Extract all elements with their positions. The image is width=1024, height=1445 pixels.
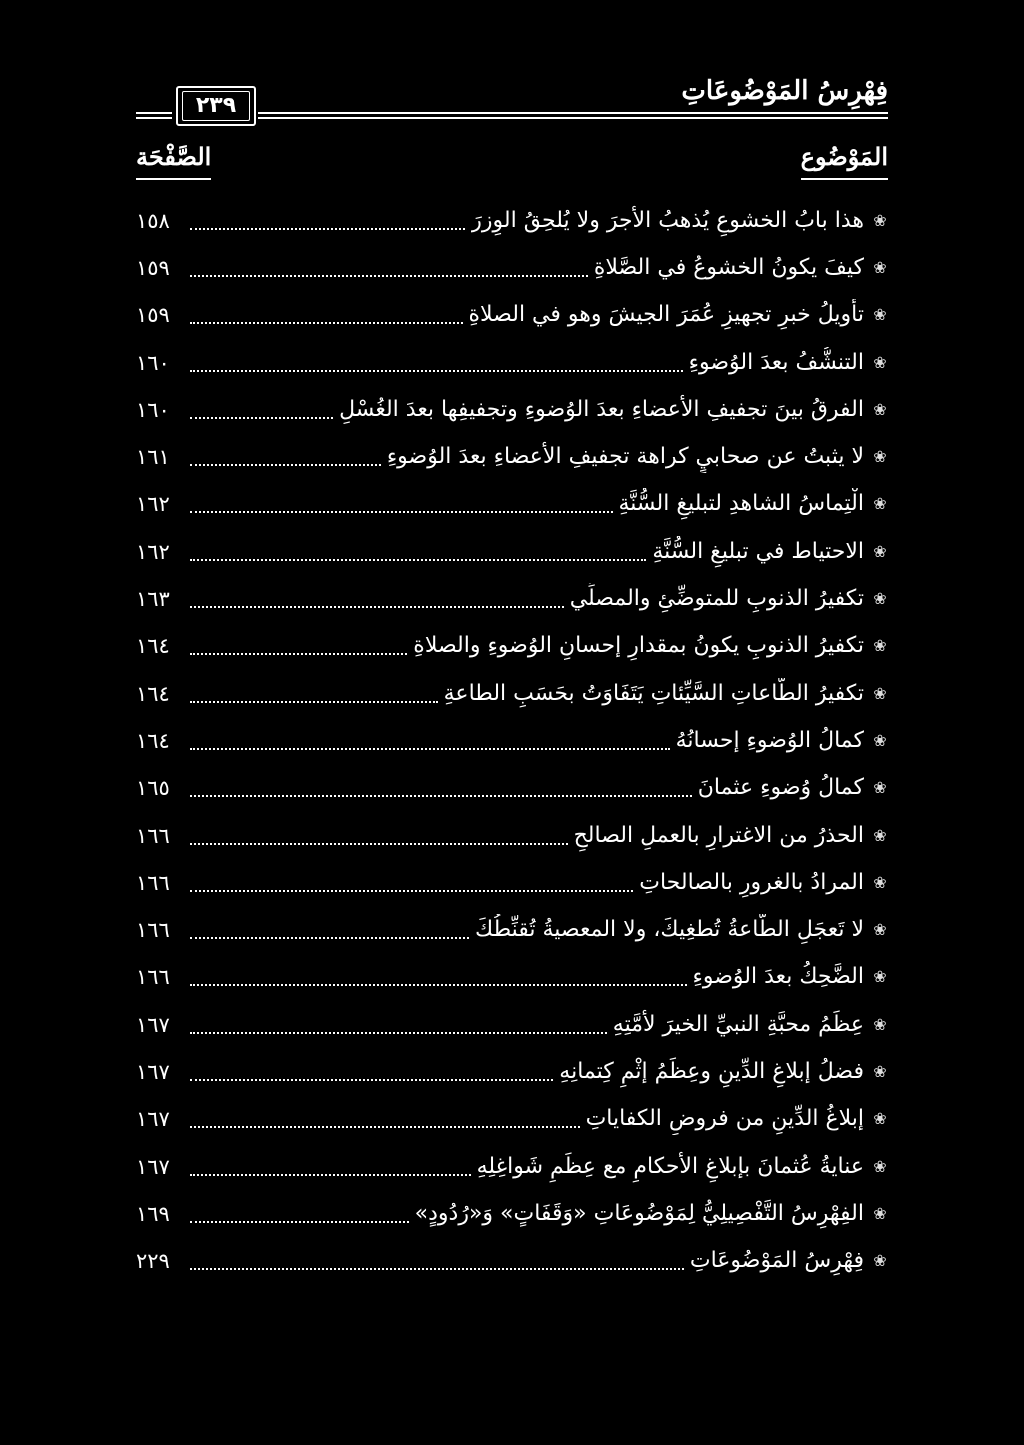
toc-entry-page: ١٦٧ bbox=[136, 1107, 170, 1132]
toc-entry-page: ٢٢٩ bbox=[136, 1249, 170, 1274]
dot-leader bbox=[190, 273, 588, 277]
flower-ornament-icon: ❀ bbox=[873, 1203, 887, 1223]
dot-leader bbox=[190, 651, 407, 655]
toc-entry-page: ١٦٦ bbox=[136, 823, 170, 848]
toc-entry[interactable] bbox=[136, 1238, 888, 1285]
flower-ornament-icon: ❀ bbox=[873, 778, 887, 798]
dot-leader bbox=[190, 604, 564, 608]
toc-entry[interactable] bbox=[136, 1143, 888, 1190]
toc-entry-page: ١٦٢ bbox=[136, 492, 170, 517]
flower-ornament-icon: ❀ bbox=[873, 541, 887, 561]
flower-ornament-icon: ❀ bbox=[873, 305, 887, 325]
toc-entry-page: ١٦٠ bbox=[136, 397, 170, 422]
flower-ornament-icon: ❀ bbox=[873, 257, 887, 277]
toc-entry[interactable] bbox=[136, 339, 888, 386]
flower-ornament-icon: ❀ bbox=[873, 872, 887, 892]
toc-entry[interactable] bbox=[136, 954, 888, 1001]
toc-entry[interactable] bbox=[136, 812, 888, 859]
toc-entry[interactable] bbox=[136, 575, 888, 622]
toc-entry[interactable] bbox=[136, 528, 888, 575]
toc-entry-page: ١٥٨ bbox=[136, 208, 170, 233]
toc-entry[interactable] bbox=[136, 859, 888, 906]
toc-entry[interactable] bbox=[136, 1001, 888, 1048]
header-rule bbox=[258, 112, 888, 119]
dot-leader bbox=[190, 793, 692, 797]
header-rule-short bbox=[136, 112, 172, 119]
flower-ornament-icon: ❀ bbox=[873, 967, 887, 987]
dot-leader bbox=[190, 1124, 580, 1128]
flower-ornament-icon: ❀ bbox=[873, 1061, 887, 1081]
toc-entry-page: ١٦٢ bbox=[136, 539, 170, 564]
toc-entry-page: ١٦٦ bbox=[136, 965, 170, 990]
page-column-heading: الصَّفْحَة bbox=[136, 140, 211, 180]
toc-entry[interactable] bbox=[136, 292, 888, 339]
flower-ornament-icon: ❀ bbox=[873, 589, 887, 609]
toc-entry[interactable] bbox=[136, 1048, 888, 1095]
dot-leader bbox=[190, 1172, 471, 1176]
toc-entry-page: ١٦٥ bbox=[136, 776, 170, 801]
dot-leader bbox=[190, 1077, 553, 1081]
toc-entry[interactable] bbox=[136, 717, 888, 764]
toc-entry-title: تكفيرُ الطَّاعاتِ السَّيِّئاتِ يَتَفَاوَتُ بحَسَبِ الطاعةِ bbox=[443, 680, 864, 706]
dot-leader bbox=[190, 841, 568, 845]
dot-leader bbox=[190, 462, 381, 466]
toc-entry-title: الحذرُ من الاغترارِ بالعملِ الصالحِ bbox=[573, 822, 864, 848]
toc-entry-page: ١٦٦ bbox=[136, 918, 170, 943]
toc-entry[interactable] bbox=[136, 433, 888, 480]
flower-ornament-icon: ❀ bbox=[873, 920, 887, 940]
dot-leader bbox=[190, 982, 687, 986]
toc-entry-page: ١٥٩ bbox=[136, 303, 170, 328]
dot-leader bbox=[190, 509, 613, 513]
toc-entry-page: ١٦٧ bbox=[136, 1059, 170, 1084]
toc-entry-page: ١٦٤ bbox=[136, 681, 170, 706]
toc-entry-page: ١٥٩ bbox=[136, 255, 170, 280]
dot-leader bbox=[190, 888, 633, 892]
dot-leader bbox=[190, 557, 646, 561]
toc-entry[interactable] bbox=[136, 244, 888, 291]
toc-entry-title: كمالُ وُضوءِ عثمانَ bbox=[697, 775, 864, 801]
toc-entry-page: ١٦١ bbox=[136, 445, 170, 470]
toc-entry-title: كمالُ الوُضوءِ إحسانُهُ bbox=[675, 727, 864, 753]
dot-leader bbox=[190, 1030, 607, 1034]
toc-entry[interactable] bbox=[136, 765, 888, 812]
topic-column-heading: المَوْضُوع bbox=[801, 140, 888, 180]
toc-entry-title: عِظَمُ محبَّةِ النبيِّ الخيرَ لأمَّتِهِ bbox=[612, 1011, 864, 1037]
flower-ornament-icon: ❀ bbox=[873, 399, 887, 419]
dot-leader bbox=[190, 746, 670, 750]
toc-entry-title: الاحتياط في تبليغِ السُّنَّةِ bbox=[652, 538, 864, 564]
toc-entry-title: فِهْرِسُ المَوْضُوعَاتِ bbox=[689, 1248, 864, 1274]
toc-entry-title: الفرقُ بينَ تجفيفِ الأعضاءِ بعدَ الوُضوءِ وتجفيفِها بعدَ الغُسْلِ bbox=[339, 396, 864, 422]
flower-ornament-icon: ❀ bbox=[873, 1251, 887, 1271]
page-header bbox=[136, 72, 888, 132]
toc-entry-title: التنشُّفُ بعدَ الوُضوءِ bbox=[688, 349, 864, 375]
toc-entry-title: إبلاغُ الدِّينِ من فروضِ الكفاياتِ bbox=[585, 1106, 864, 1132]
flower-ornament-icon: ❀ bbox=[873, 1156, 887, 1176]
flower-ornament-icon: ❀ bbox=[873, 636, 887, 656]
flower-ornament-icon: ❀ bbox=[873, 683, 887, 703]
toc-entry-page: ١٦٧ bbox=[136, 1012, 170, 1037]
toc-entry[interactable] bbox=[136, 906, 888, 953]
dot-leader bbox=[190, 368, 683, 372]
toc-entry-title: الضَّحِكُ بعدَ الوُضوءِ bbox=[692, 964, 864, 990]
dot-leader bbox=[190, 699, 438, 703]
toc-entry-page: ١٦٤ bbox=[136, 728, 170, 753]
toc-entry[interactable] bbox=[136, 1190, 888, 1237]
dot-leader bbox=[190, 320, 463, 324]
toc-list bbox=[136, 197, 888, 1285]
toc-entry[interactable] bbox=[136, 670, 888, 717]
dot-leader bbox=[190, 935, 469, 939]
toc-entry-title: لا يثبتُ عن صحابيٍ كراهة تجفيفِ الأعضاءِ بعدَ الوُضوءِ bbox=[386, 444, 864, 470]
dot-leader bbox=[190, 415, 333, 419]
toc-entry-page: ١٦٤ bbox=[136, 634, 170, 659]
flower-ornament-icon: ❀ bbox=[873, 825, 887, 845]
toc-entry-title: تأويلُ خبرِ تجهيزِ عُمَرَ الجيشَ وهو في الصلاةِ bbox=[468, 302, 864, 328]
page-number: ٢٣٩ bbox=[182, 91, 250, 121]
running-title: فِهْرِسُ المَوْضُوعَاتِ bbox=[681, 76, 888, 106]
toc-entry-page: ١٦٩ bbox=[136, 1201, 170, 1226]
flower-ornament-icon: ❀ bbox=[873, 210, 887, 230]
toc-entry-page: ١٦٦ bbox=[136, 870, 170, 895]
toc-entry-title: تكفيرُ الذنوبِ للمتوضِّئِ والمصلِّي bbox=[569, 586, 864, 612]
toc-entry[interactable] bbox=[136, 623, 888, 670]
toc-entry-page: ١٦٠ bbox=[136, 350, 170, 375]
toc-entry-title: عنايةُ عُثمانَ بإبلاغِ الأحكامِ مع عِظَمِ شَواغِلِهِ bbox=[476, 1153, 864, 1179]
page-number-frame bbox=[176, 86, 256, 126]
dot-leader bbox=[190, 1219, 409, 1223]
flower-ornament-icon: ❀ bbox=[873, 1109, 887, 1129]
toc-entry-title: هذا بابُ الخشوعِ يُذهبُ الأجرَ ولا يُلحِقُ الوِزرَ bbox=[471, 207, 864, 233]
flower-ornament-icon: ❀ bbox=[873, 730, 887, 750]
toc-entry[interactable] bbox=[136, 386, 888, 433]
dot-leader bbox=[190, 226, 465, 230]
flower-ornament-icon: ❀ bbox=[873, 1014, 887, 1034]
dot-leader bbox=[190, 1266, 684, 1270]
flower-ornament-icon: ❀ bbox=[873, 352, 887, 372]
toc-entry-page: ١٦٧ bbox=[136, 1154, 170, 1179]
toc-entry-title: تكفيرُ الذنوبِ يكونُ بمقدارِ إحسانِ الوُضوءِ والصلاةِ bbox=[413, 633, 864, 659]
flower-ornament-icon: ❀ bbox=[873, 494, 887, 514]
toc-entry-title: لا تَعجَلِ الطَّاعةُ تُطغِيكَ، ولا المعصيةُ تُقنِّطُكَ bbox=[475, 917, 864, 943]
toc-entry[interactable] bbox=[136, 481, 888, 528]
toc-entry-title: كيفَ يكونُ الخشوعُ في الصَّلاةِ bbox=[593, 254, 864, 280]
toc-entry-page: ١٦٣ bbox=[136, 587, 170, 612]
flower-ornament-icon: ❀ bbox=[873, 447, 887, 467]
toc-entry-title: فضلُ إبلاغِ الدِّينِ وعِظَمُ إثْمِ كِتمانِهِ bbox=[559, 1058, 864, 1084]
toc-entry[interactable] bbox=[136, 197, 888, 244]
toc-entry-title: المرادُ بالغرورِ بالصالحاتِ bbox=[639, 869, 864, 895]
toc-entry-title: الفِهْرِسُ التَّفْصِيلِيُّ لِمَوْضُوعَاتِ «وَقَفَاتٍ» وَ«رُدُودٍ» bbox=[414, 1200, 864, 1226]
toc-entry[interactable] bbox=[136, 1096, 888, 1143]
toc-entry-title: الْتِماسُ الشاهدِ لتبليغِ السُّنَّةِ bbox=[618, 491, 864, 517]
